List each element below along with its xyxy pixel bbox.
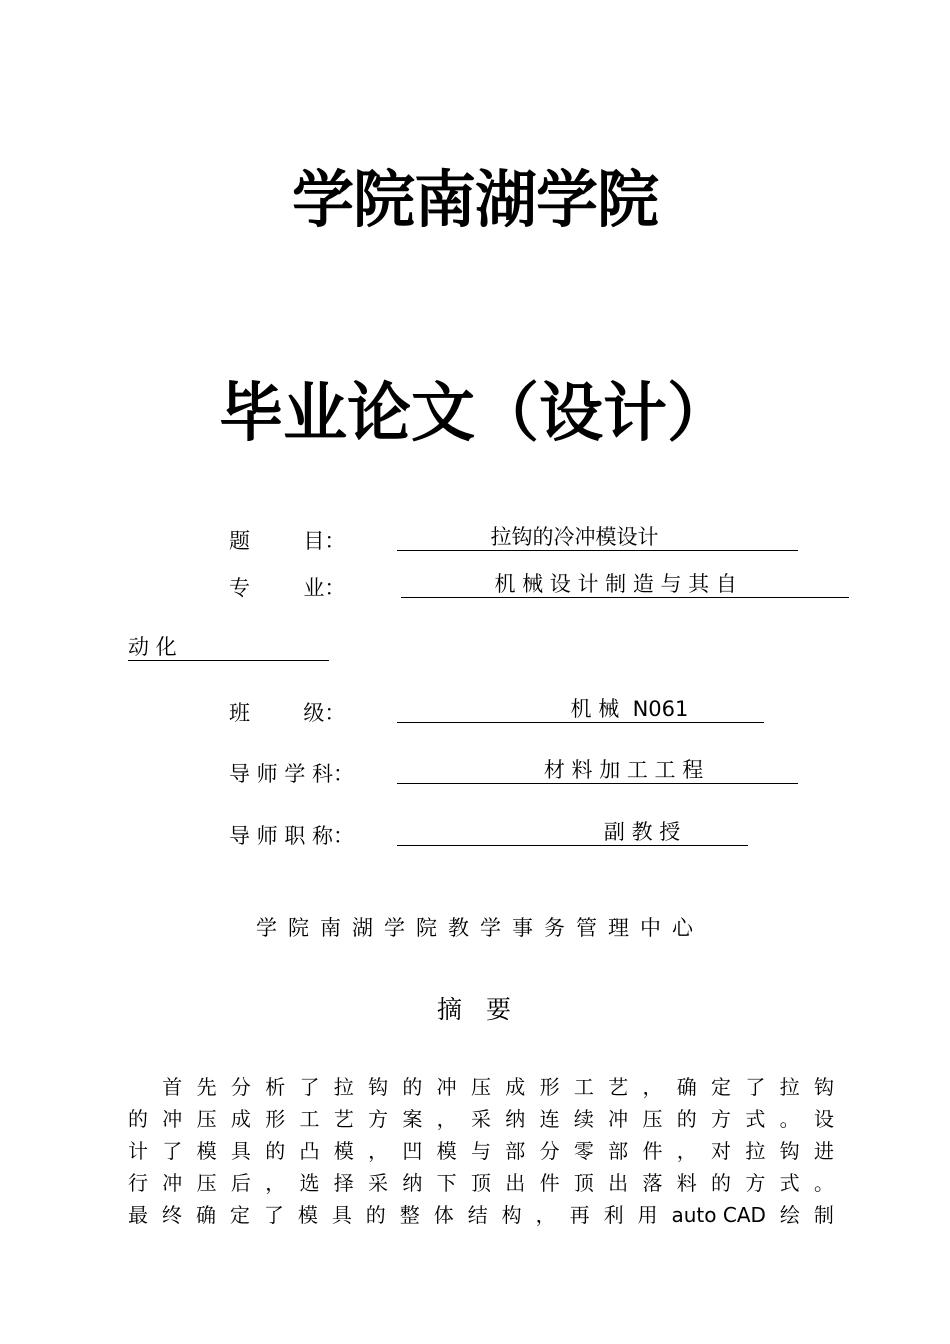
abstract-char: 的: [676, 1107, 697, 1131]
abstract-char: 后: [230, 1171, 251, 1195]
advisor-title-value: 副 教 授: [397, 819, 748, 846]
abstract-char: 模: [297, 1203, 318, 1227]
abstract-char: 工: [573, 1075, 594, 1099]
abstract-char: 拉: [333, 1075, 354, 1099]
abstract-char: 凹: [402, 1139, 423, 1163]
abstract-char: 零: [573, 1139, 594, 1163]
abstract-char: 确: [195, 1203, 216, 1227]
abstract-char: ，: [535, 1203, 556, 1227]
abstract-char: 艺: [608, 1075, 629, 1099]
abstract-char: 压: [196, 1171, 217, 1195]
abstract-char: 整: [399, 1203, 420, 1227]
major-label: 专 业：: [229, 576, 346, 600]
major-value: 机 械 设 计 制 造 与 其 自: [401, 571, 849, 598]
abstract-char: 出: [608, 1171, 629, 1195]
abstract-char: 对: [711, 1139, 732, 1163]
topic-value: 拉钩的冷冲模设计: [397, 524, 798, 551]
advisor-subject-value: 材 料 加 工 工 程: [397, 757, 798, 784]
abstract-char: 。: [813, 1171, 834, 1195]
abstract-char: 采: [470, 1107, 491, 1131]
abstract-char: 下: [436, 1171, 457, 1195]
abstract-char: 了: [162, 1139, 183, 1163]
abstract-char: 方: [711, 1107, 732, 1131]
abstract-char: 的: [711, 1171, 732, 1195]
abstract-char: 冲: [162, 1107, 183, 1131]
office-name: 学院南湖学院教学事务管理中心: [256, 916, 704, 940]
abstract-char: 件: [642, 1139, 663, 1163]
abstract-char: 最: [128, 1203, 148, 1227]
abstract-char: 体: [433, 1203, 454, 1227]
abstract-char: ，: [642, 1075, 663, 1099]
abstract-char: 凸: [299, 1139, 320, 1163]
abstract-line: [128, 1170, 834, 1196]
abstract-char: 冲: [436, 1075, 457, 1099]
abstract-char: 成: [230, 1107, 251, 1131]
abstract-char: 料: [676, 1171, 697, 1195]
abstract-char: 部: [608, 1139, 629, 1163]
abstract-char: 设: [813, 1107, 834, 1131]
abstract-char: 计: [128, 1139, 148, 1163]
abstract-char: 钩: [779, 1139, 800, 1163]
abstract-line: [128, 1074, 834, 1100]
abstract-char: 落: [642, 1171, 663, 1195]
abstract-char: 用: [637, 1203, 658, 1227]
abstract-char: 压: [470, 1075, 491, 1099]
abstract-char: 首: [162, 1075, 183, 1099]
abstract-char: 定: [229, 1203, 250, 1227]
abstract-char: ，: [368, 1139, 389, 1163]
thesis-title: 毕业论文（设计）: [219, 377, 731, 451]
abstract-char: 定: [711, 1075, 732, 1099]
school-name: 学院南湖学院: [291, 163, 658, 236]
abstract-char: 艺: [333, 1107, 354, 1131]
abstract-char: 模: [333, 1139, 354, 1163]
abstract-char: 先: [196, 1075, 217, 1099]
abstract-char: 方: [368, 1107, 389, 1131]
abstract-char: 分: [230, 1075, 251, 1099]
abstract-char: ，: [265, 1171, 286, 1195]
abstract-char: 压: [196, 1107, 217, 1131]
abstract-char: 连: [539, 1107, 560, 1131]
advisor-title-label: 导 师 职 称：: [229, 824, 355, 848]
abstract-char: [128, 1074, 148, 1100]
advisor-subject-label: 导 师 学 科：: [229, 762, 355, 786]
abstract-char: 成: [505, 1075, 526, 1099]
abstract-char: 的: [265, 1139, 286, 1163]
abstract-char: 式: [745, 1107, 766, 1131]
abstract-char: 模: [436, 1139, 457, 1163]
abstract-char: 式: [779, 1171, 800, 1195]
abstract-char: 再: [569, 1203, 590, 1227]
abstract-char: 构: [501, 1203, 522, 1227]
abstract-line: [128, 1106, 834, 1132]
abstract-char: 分: [539, 1139, 560, 1163]
abstract-char: 出: [505, 1171, 526, 1195]
abstract-char: 具: [331, 1203, 352, 1227]
abstract-char: 终: [161, 1203, 182, 1227]
abstract-char: 与: [470, 1139, 491, 1163]
abstract-char: 利: [603, 1203, 624, 1227]
topic-label: 题 目：: [229, 529, 346, 553]
major-value-continuation: 动 化: [128, 634, 329, 661]
abstract-char: 钩: [813, 1075, 834, 1099]
abstract-char: 析: [265, 1075, 286, 1099]
abstract-char: 了: [263, 1203, 284, 1227]
abstract-char: 部: [505, 1139, 526, 1163]
abstract-char: 续: [573, 1107, 594, 1131]
abstract-char: 件: [539, 1171, 560, 1195]
abstract-line: [128, 1202, 834, 1228]
abstract-char: 案: [402, 1107, 423, 1131]
abstract-char: 了: [745, 1075, 766, 1099]
abstract-char: 压: [642, 1107, 663, 1131]
abstract-char: 形: [539, 1075, 560, 1099]
abstract-char: 行: [128, 1171, 148, 1195]
abstract-heading: 摘要: [436, 995, 535, 1024]
abstract-char: 了: [299, 1075, 320, 1099]
abstract-char: 冲: [162, 1171, 183, 1195]
abstract-char: 模: [196, 1139, 217, 1163]
abstract-char: 钩: [368, 1075, 389, 1099]
abstract-char: 采: [368, 1171, 389, 1195]
abstract-char: 纳: [402, 1171, 423, 1195]
abstract-char: 顶: [573, 1171, 594, 1195]
abstract-char: 的: [402, 1075, 423, 1099]
abstract-char: 。: [779, 1107, 800, 1131]
abstract-char: 的: [128, 1107, 148, 1131]
abstract-char: 的: [365, 1203, 386, 1227]
abstract-char: auto CAD: [671, 1203, 766, 1227]
class-label: 班 级：: [229, 701, 346, 725]
abstract-char: 制: [813, 1203, 834, 1227]
abstract-char: 冲: [608, 1107, 629, 1131]
abstract-char: 结: [467, 1203, 488, 1227]
abstract-char: 选: [299, 1171, 320, 1195]
abstract-char: 绘: [779, 1203, 800, 1227]
abstract-char: 拉: [745, 1139, 766, 1163]
abstract-char: 确: [676, 1075, 697, 1099]
abstract-char: 方: [745, 1171, 766, 1195]
abstract-char: 择: [333, 1171, 354, 1195]
class-value: 机 械 N061: [397, 696, 764, 723]
abstract-char: 纳: [505, 1107, 526, 1131]
abstract-char: 工: [299, 1107, 320, 1131]
abstract-char: ，: [436, 1107, 457, 1131]
abstract-char: 形: [265, 1107, 286, 1131]
abstract-char: 具: [230, 1139, 251, 1163]
abstract-char: 进: [813, 1139, 834, 1163]
abstract-char: 顶: [470, 1171, 491, 1195]
abstract-char: ，: [676, 1139, 697, 1163]
abstract-char: 拉: [779, 1075, 800, 1099]
abstract-line: [128, 1138, 834, 1164]
